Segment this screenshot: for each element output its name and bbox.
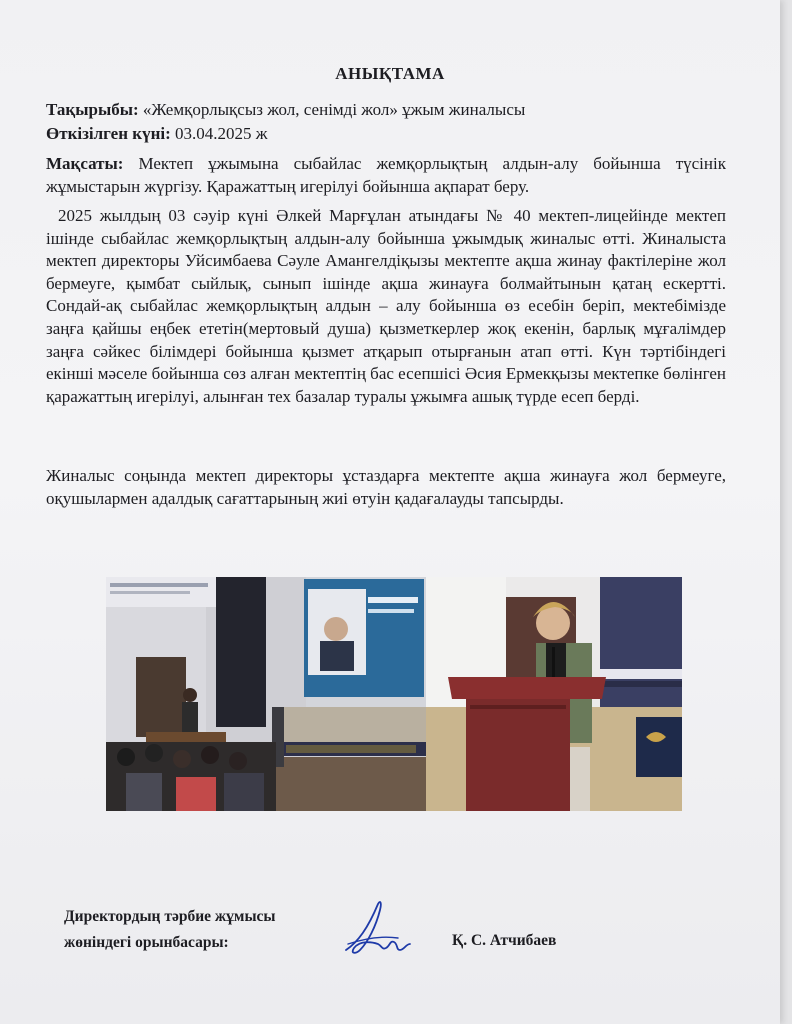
event-photos [106,577,682,811]
hall-photo [106,577,426,811]
deputy-position-line-2: жөніндегі орынбасары: [64,934,229,951]
deputy-position-label [64,904,276,956]
purpose-label: Мақсаты: [46,154,124,173]
signer-name: Қ. С. Атчибаев [452,932,557,949]
body-paragraph-1-text: 2025 жылдың 03 сәуір күні Әлкей Марғұлан атындағы № 40 мектеп-лицейінде мектеп ішінде сыбайлас жемқорлықтың алдын-алу бойынша ұжымдық жиналыс өтті. Жиналыста мектеп директоры Уйсимбаева Сәуле Амангелдіқызы мектепте ақша жинау фактілеріне жол бермеуге, қымбат сыйлық, сынып ішінде ақша жинауға болмайтынын қатаң ескертті. Сондай-ақ сыбайлас жемқорлықтың алдын – алу бойынша өз есебін беріп, мектебімізде заңға қайшы еңбек ететін(мертовый душа) қызметкерлер жоқ екенін, барлық мұғалімдер заңға сәйкес білімдері бойынша қызмет атқарып отырғанын атап өтті. Күн тәртібіндегі екінші мәселе бойынша сөз алған мектептің бас есепшісі Әсия Ермекқызы мектепке бөлінген қаражаттың игерілуі, алынған тех базалар туралы ұжымға ашық түрде есеп берді. [46,206,727,406]
date-value: 03.04.2025 ж [170,124,268,143]
topic-value: «Жемқорлықсыз жол, сенімді жол» ұжым жиналысы [138,100,526,119]
body-paragraph-2 [46,465,726,510]
deputy-position-line-1: Директордың тәрбие жұмысы [64,908,276,925]
date-label: Өткізілген күні: [46,124,171,143]
date-line [46,124,268,144]
purpose-paragraph [46,153,726,198]
speaker-photo [426,577,682,811]
topic-line [46,100,525,120]
document-title: АНЫҚТАМА [335,64,445,83]
purpose-value: Мектеп ұжымына сыбайлас жемқорлықтың алдын-алу бойынша түсінік жұмыстарын жүргізу. Қаражаттың игерілуі бойынша ақпарат беру. [46,154,726,196]
body-paragraph-2-text: Жиналыс соңында мектеп директоры ұстаздарға мектепте ақша жинауға жол бермеуге, оқушылармен адалдық сағаттарының жиі өтуін қадағалауды тапсырды. [46,466,726,508]
body-paragraph-1 [46,205,726,408]
handwritten-signature [338,898,418,965]
event-photo-collage [106,577,682,811]
topic-label: Тақырыбы: [46,100,139,119]
